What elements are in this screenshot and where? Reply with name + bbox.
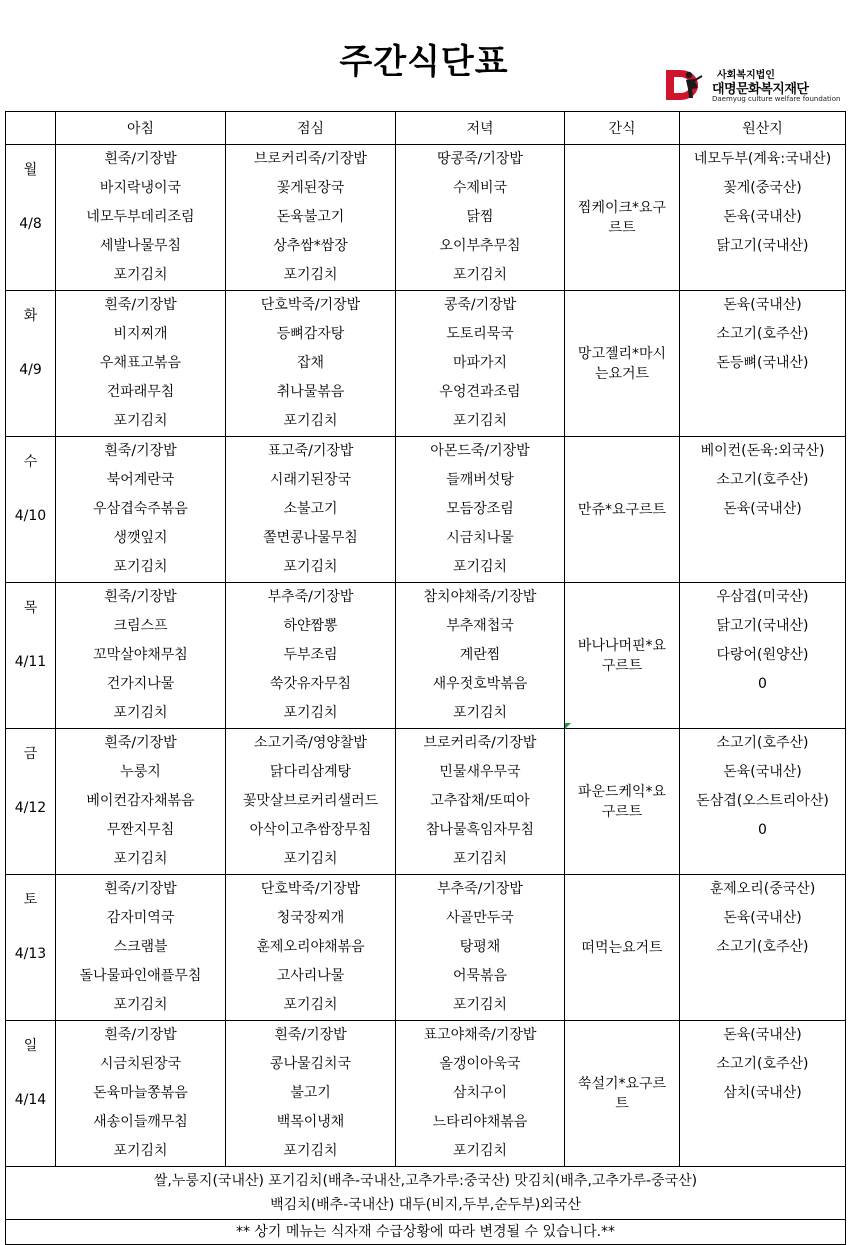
- header-row: [6, 112, 846, 145]
- day-cell: [6, 145, 56, 291]
- breakfast-item: 우삼겹숙주볶음: [93, 501, 188, 517]
- dinner-item: 표고야채죽/기장밥: [423, 1027, 537, 1043]
- logo-subtitle: 사회복지법인: [717, 70, 775, 81]
- lunch-cell: [226, 583, 396, 729]
- origin-item: 돈육(국내산): [723, 209, 802, 225]
- origin-item: 돈육(국내산): [723, 1027, 802, 1043]
- foundation-logo: [662, 62, 841, 106]
- snack-cell: 떠먹는요거트: [565, 875, 680, 1021]
- breakfast-cell: [56, 875, 226, 1021]
- lunch-item: 불고기: [290, 1085, 331, 1101]
- day-row: [6, 875, 846, 1021]
- breakfast-item: 무짠지무침: [106, 822, 175, 838]
- lunch-item: 포기김치: [283, 997, 338, 1013]
- origin-item: 다랑어(원양산): [716, 647, 809, 663]
- breakfast-item: 흰죽/기장밥: [104, 881, 177, 897]
- breakfast-item: 포기김치: [113, 997, 168, 1013]
- day-name: 화: [23, 308, 38, 324]
- origin-item: 돈육(국내산): [723, 501, 802, 517]
- dinner-item: 삼치구이: [452, 1085, 508, 1101]
- breakfast-item: 크림스프: [113, 618, 168, 634]
- breakfast-item: 포기김치: [113, 267, 168, 283]
- header-origin: 원산지: [680, 112, 846, 145]
- day-date: 4/11: [14, 654, 47, 670]
- footer-line-2: 백김치(배추-국내산) 대두(비지,두부,순두부)외국산: [270, 1197, 581, 1213]
- lunch-item: 청국장찌개: [276, 910, 345, 926]
- lunch-item: 등뼈감자탕: [276, 326, 345, 342]
- dinner-item: 포기김치: [452, 559, 508, 575]
- origin-item: 훈제오리(중국산): [709, 881, 816, 897]
- lunch-item: 잡채: [296, 355, 325, 371]
- lunch-item: 고사리나물: [276, 968, 345, 984]
- breakfast-item: 베이컨감자채볶음: [86, 793, 195, 809]
- origin-item: 베이컨(돈육:외국산): [700, 443, 825, 459]
- dinner-item: 계란찜: [459, 647, 501, 663]
- lunch-item: 포기김치: [283, 267, 338, 283]
- breakfast-cell: [56, 291, 226, 437]
- lunch-item: 포기김치: [283, 1143, 338, 1159]
- header-lunch: 점심: [226, 112, 396, 145]
- dinner-item: 포기김치: [452, 413, 508, 429]
- lunch-item: 백목이냉채: [276, 1114, 345, 1130]
- breakfast-item: 스크램블: [113, 939, 168, 955]
- breakfast-item: 흰죽/기장밥: [104, 151, 177, 167]
- breakfast-item: 포기김치: [113, 851, 168, 867]
- dinner-item: 부추죽/기장밥: [437, 881, 523, 897]
- day-date: 4/14: [14, 1092, 47, 1108]
- breakfast-cell: [56, 437, 226, 583]
- breakfast-item: 흰죽/기장밥: [104, 589, 177, 605]
- day-row: [6, 583, 846, 729]
- breakfast-item: 감자미역국: [106, 910, 175, 926]
- dinner-item: 부추재첩국: [446, 618, 514, 634]
- snack-cell: 망고젤리*마시는요거트: [565, 291, 680, 437]
- origin-item: 우삼겹(미국산): [716, 589, 809, 605]
- day-row: [6, 437, 846, 583]
- breakfast-item: 세발나물무침: [99, 238, 182, 254]
- dinner-item: 도토리묵국: [446, 326, 514, 342]
- dinner-item: 참나물흑임자무침: [425, 822, 535, 838]
- lunch-item: 표고죽/기장밥: [267, 443, 354, 459]
- day-name: 토: [23, 892, 38, 908]
- lunch-item: 훈제오리야채볶음: [256, 939, 365, 955]
- footer-origin-row: [6, 1167, 846, 1220]
- breakfast-cell: [56, 145, 226, 291]
- day-cell: [6, 291, 56, 437]
- dinner-item: 포기김치: [452, 851, 508, 867]
- breakfast-item: 시금치된장국: [99, 1056, 182, 1072]
- dinner-item: 마파가지: [452, 355, 508, 371]
- breakfast-item: 생깻잎지: [113, 530, 168, 546]
- breakfast-item: 흰죽/기장밥: [104, 1027, 177, 1043]
- lunch-item: 단호박죽/기장밥: [260, 881, 361, 897]
- dinner-cell: [396, 583, 565, 729]
- dinner-item: 새우젓호박볶음: [432, 676, 528, 692]
- footer-note: ** 상기 메뉴는 식자재 수급상황에 따라 변경될 수 있습니다.**: [6, 1220, 846, 1245]
- origin-item: 소고기(호주산): [716, 735, 809, 751]
- origin-item: 네모두부(계육:국내산): [693, 151, 832, 167]
- origin-item: 돈육(국내산): [723, 297, 802, 313]
- dinner-item: 우엉견과조림: [439, 384, 521, 400]
- breakfast-item: 건가지나물: [106, 676, 175, 692]
- dinner-item: 모듬장조림: [446, 501, 514, 517]
- breakfast-item: 돌나물파인애플무침: [79, 968, 202, 984]
- dinner-item: 포기김치: [452, 997, 508, 1013]
- lunch-cell: [226, 291, 396, 437]
- lunch-item: 포기김치: [283, 851, 338, 867]
- origin-cell: [680, 437, 846, 583]
- breakfast-item: 포기김치: [113, 705, 168, 721]
- lunch-item: 콩나물김치국: [269, 1056, 352, 1072]
- day-date: 4/8: [19, 216, 42, 232]
- snack-cell: 바나나머핀*요구르트: [565, 583, 680, 729]
- dinner-cell: [396, 145, 565, 291]
- dinner-item: 참치야채죽/기장밥: [423, 589, 537, 605]
- origin-item: 소고기(호주산): [716, 1056, 809, 1072]
- dinner-item: 아몬드죽/기장밥: [430, 443, 530, 459]
- breakfast-item: 흰죽/기장밥: [104, 443, 177, 459]
- lunch-item: 소불고기: [283, 501, 338, 517]
- header-day: [6, 112, 56, 145]
- origin-item: 닭고기(국내산): [716, 238, 809, 254]
- day-name: 금: [23, 746, 38, 762]
- footer-note-row: [6, 1220, 846, 1245]
- footer-line-1: 쌀,누룽지(국내산) 포기김치(배추-국내산,고추가루:중국산) 맛김치(배추,고추가루-중국산): [153, 1173, 698, 1189]
- lunch-item: 포기김치: [283, 705, 338, 721]
- lunch-item: 돈육불고기: [276, 209, 345, 225]
- day-name: 수: [23, 454, 38, 470]
- day-cell: [6, 875, 56, 1021]
- lunch-item: 부추죽/기장밥: [267, 589, 354, 605]
- origin-cell: [680, 145, 846, 291]
- lunch-item: 포기김치: [283, 413, 338, 429]
- lunch-item: 취나물볶음: [276, 384, 345, 400]
- lunch-item: 포기김치: [283, 559, 338, 575]
- dinner-item: 시금치나물: [446, 530, 514, 546]
- page-title: 주간식단표: [339, 42, 509, 82]
- day-row: [6, 729, 846, 875]
- dinner-cell: [396, 729, 565, 875]
- origin-cell: [680, 291, 846, 437]
- logo-name: 대명문화복지재단: [712, 82, 809, 97]
- lunch-cell: [226, 437, 396, 583]
- snack-cell: 쑥설기*요구르트: [565, 1021, 680, 1167]
- breakfast-item: 네모두부데리조림: [86, 209, 195, 225]
- lunch-item: 아삭이고추쌈장무침: [249, 822, 372, 838]
- origin-item: 소고기(호주산): [716, 472, 809, 488]
- dinner-item: 닭찜: [466, 209, 494, 225]
- dinner-item: 콩죽/기장밥: [443, 297, 517, 313]
- origin-cell: [680, 1021, 846, 1167]
- lunch-item: 두부조림: [283, 647, 338, 663]
- lunch-item: 하얀짬뽕: [283, 618, 338, 634]
- cell-comment-marker: [565, 723, 571, 729]
- breakfast-item: 흰죽/기장밥: [104, 735, 177, 751]
- day-cell: [6, 583, 56, 729]
- dinner-cell: [396, 875, 565, 1021]
- dinner-item: 사골만두국: [446, 910, 514, 926]
- day-cell: [6, 1021, 56, 1167]
- origin-cell: [680, 729, 846, 875]
- lunch-item: 쫄면콩나물무침: [263, 530, 358, 546]
- snack-cell: 찜케이크*요구르트: [565, 145, 680, 291]
- dinner-item: 땅콩죽/기장밥: [437, 151, 523, 167]
- breakfast-item: 포기김치: [113, 1143, 168, 1159]
- breakfast-item: 새송이들깨무침: [93, 1114, 188, 1130]
- day-name: 목: [23, 600, 38, 616]
- origin-item: 돈육(국내산): [723, 764, 802, 780]
- breakfast-item: 우채표고볶음: [99, 355, 182, 371]
- origin-item: 0: [758, 676, 767, 692]
- lunch-item: 브로커리죽/기장밥: [254, 151, 367, 167]
- lunch-cell: [226, 1021, 396, 1167]
- dinner-cell: [396, 437, 565, 583]
- lunch-item: 시래기된장국: [269, 472, 352, 488]
- header-breakfast: 아침: [56, 112, 226, 145]
- dinner-item: 오이부추무침: [439, 238, 521, 254]
- origin-item: 0: [758, 822, 767, 838]
- dinner-item: 들깨버섯탕: [446, 472, 514, 488]
- day-cell: [6, 729, 56, 875]
- breakfast-item: 꼬막살야채무침: [93, 647, 188, 663]
- breakfast-item: 바지락냉이국: [99, 180, 182, 196]
- origin-cell: [680, 875, 846, 1021]
- breakfast-item: 돈육마늘쫑볶음: [93, 1085, 188, 1101]
- day-row: [6, 1021, 846, 1167]
- day-date: 4/10: [14, 508, 47, 524]
- lunch-cell: [226, 729, 396, 875]
- day-date: 4/13: [14, 946, 47, 962]
- dinner-item: 포기김치: [452, 1143, 508, 1159]
- dinner-item: 느타리야채볶음: [432, 1114, 528, 1130]
- breakfast-item: 건파래무침: [106, 384, 175, 400]
- lunch-item: 소고기죽/영양찰밥: [254, 735, 367, 751]
- day-cell: [6, 437, 56, 583]
- day-name: 월: [23, 162, 38, 178]
- lunch-cell: [226, 145, 396, 291]
- day-row: [6, 145, 846, 291]
- header-dinner: 저녁: [396, 112, 565, 145]
- origin-item: 꽃게(중국산): [723, 180, 802, 196]
- dinner-item: 고추잡채/또띠아: [430, 793, 530, 809]
- weekly-menu-table: [5, 111, 846, 1245]
- origin-item: 돈등뼈(국내산): [716, 355, 809, 371]
- snack-cell: 파운드케익*요구르트: [565, 729, 680, 875]
- lunch-item: 꽃맛살브로커리샐러드: [242, 793, 379, 809]
- lunch-item: 흰죽/기장밥: [274, 1027, 347, 1043]
- dinner-item: 포기김치: [452, 267, 508, 283]
- footer-origin-info: [6, 1167, 846, 1220]
- lunch-item: 상추쌈*쌈장: [273, 238, 348, 254]
- origin-item: 소고기(호주산): [716, 326, 809, 342]
- dinner-item: 탕평채: [459, 939, 501, 955]
- day-date: 4/12: [14, 800, 47, 816]
- breakfast-cell: [56, 729, 226, 875]
- origin-item: 삼치(국내산): [723, 1085, 802, 1101]
- dinner-item: 포기김치: [452, 705, 508, 721]
- lunch-item: 단호박죽/기장밥: [260, 297, 361, 313]
- day-date: 4/9: [19, 362, 42, 378]
- breakfast-cell: [56, 1021, 226, 1167]
- header-snack: 간식: [565, 112, 680, 145]
- day-row: [6, 291, 846, 437]
- breakfast-cell: [56, 583, 226, 729]
- breakfast-item: 흰죽/기장밥: [104, 297, 177, 313]
- lunch-item: 꽃게된장국: [276, 180, 345, 196]
- dinner-item: 브로커리죽/기장밥: [423, 735, 537, 751]
- origin-item: 돈육(국내산): [723, 910, 802, 926]
- logo-english-name: Daemyug culture welfare foundation: [712, 95, 841, 103]
- day-name: 일: [23, 1038, 38, 1054]
- breakfast-item: 북어계란국: [106, 472, 175, 488]
- dinner-item: 민물새우무국: [439, 764, 521, 780]
- lunch-cell: [226, 875, 396, 1021]
- dinner-cell: [396, 291, 565, 437]
- breakfast-item: 누룽지: [120, 764, 161, 780]
- dinner-cell: [396, 1021, 565, 1167]
- origin-item: 소고기(호주산): [716, 939, 809, 955]
- lunch-item: 닭다리삼계탕: [269, 764, 352, 780]
- dinner-item: 어묵볶음: [452, 968, 508, 984]
- lunch-item: 쑥갓유자무침: [269, 676, 352, 692]
- dinner-item: 수제비국: [452, 180, 508, 196]
- foundation-logo-icon: [662, 64, 706, 104]
- snack-cell: 만쥬*요구르트: [565, 437, 680, 583]
- origin-item: 돈삼겹(오스트리아산): [696, 793, 829, 809]
- dinner-item: 올갱이아욱국: [439, 1056, 521, 1072]
- origin-item: 닭고기(국내산): [716, 618, 809, 634]
- breakfast-item: 비지찌개: [113, 326, 168, 342]
- origin-cell: [680, 583, 846, 729]
- breakfast-item: 포기김치: [113, 413, 168, 429]
- breakfast-item: 포기김치: [113, 559, 168, 575]
